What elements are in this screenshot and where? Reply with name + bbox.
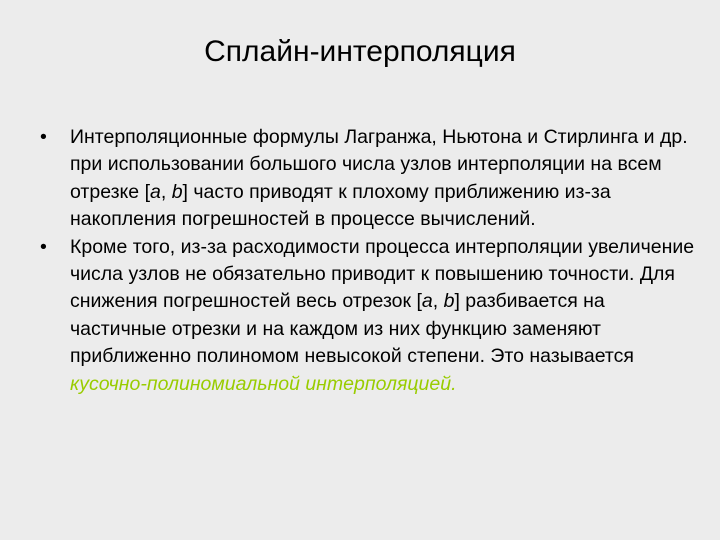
slide-title: Сплайн-интерполяция — [204, 35, 516, 68]
bullet1-var-a: a — [149, 180, 161, 203]
bullet-item-2 — [36, 234, 696, 398]
bullet2-var-b: b — [443, 290, 455, 313]
bullet2-comma: , — [432, 290, 444, 313]
bullet2-var-a: a — [421, 290, 433, 313]
bullet2-text-b: ] разбивается на частичные отрезки и на каждом из них функцию заменяют приближенно полиномом невысокой степени. Это называется — [70, 290, 634, 368]
bullet1-var-b: b — [171, 180, 183, 203]
bullet1-comma: , — [160, 180, 172, 203]
bullet1-text-a: Интерполяционные формулы Лагранжа, Ньютона и Стирлинга и др. при использовании большого числа узлов интерполяции на всем отрезке [ — [70, 126, 688, 203]
bullet-marker: • — [40, 126, 47, 148]
bullet-item-1 — [36, 124, 696, 234]
highlight-term: кусочно-полиномиальной интерполяцией. — [70, 372, 457, 395]
bullet-list — [36, 124, 696, 398]
bullet2-text-a: Кроме того, из-за расходимости процесса интерполяции увеличение числа узлов не обязательно приводит к повышению точности. Для снижения погрешностей весь отрезок [ — [70, 235, 695, 313]
bullet1-text-b: ] часто приводят к плохому приближению из-за накопления погрешностей в процессе вычислений. — [70, 180, 611, 231]
bullet-marker: • — [40, 235, 47, 258]
